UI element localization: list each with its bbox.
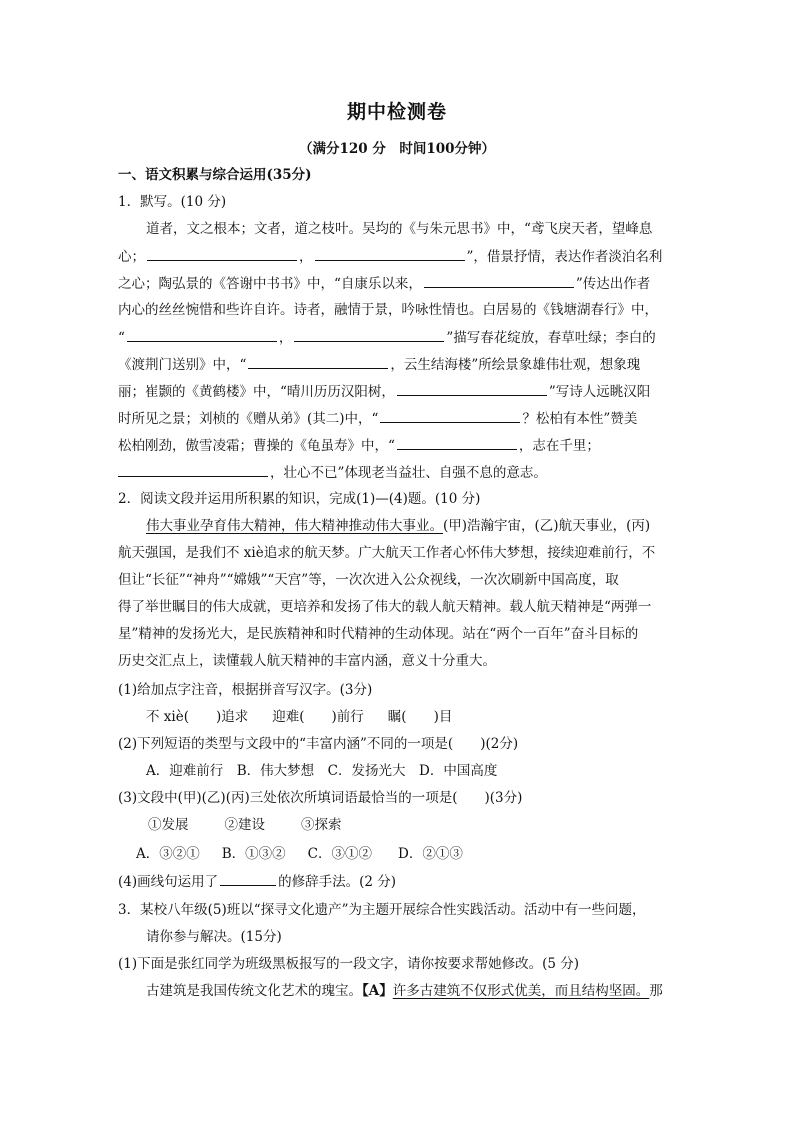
q2-passage-line: 星”精神的发扬光大，是民族精神和时代精神的生动体现。站在“两个一百年”奋斗目标的 [118, 626, 639, 642]
page-subtitle: （满分120 分 时间100分钟） [298, 141, 496, 157]
q3-passage-line: 古建筑是我国传统文化艺术的瑰宝。【A】许多古建筑不仅形式优美，而且结构坚固。那 [146, 983, 663, 999]
word-option: ②建设 [224, 817, 265, 833]
word-option: ③探索 [301, 817, 342, 833]
q2-passage-line: 伟大事业孕育伟大精神，伟大精神推动伟大事业。(甲)浩瀚宇宙，(乙)航天事业，(丙) [146, 518, 651, 534]
answer-blank[interactable] [127, 327, 277, 342]
answer-blank[interactable] [248, 354, 388, 369]
answer-blank[interactable] [380, 408, 520, 423]
q1-text-line: ，壮心不已”体现老当益壮、自强不息的意志。 [118, 462, 676, 483]
section-heading: 一、语文积累与综合运用(35分) [118, 167, 312, 183]
q2-sub3-options [136, 844, 676, 864]
choice-option: C．③①② [307, 846, 373, 862]
choice-option: B．①③② [221, 846, 286, 862]
answer-blank[interactable] [397, 435, 517, 450]
word-option: ①发展 [148, 817, 189, 833]
answer-blank[interactable] [397, 381, 547, 396]
answer-blank[interactable] [424, 273, 574, 288]
q2-passage-line: 航天强国，是我们不 xiè追求的航天梦。广大航天工作者心怀伟大梦想，接续迎难前行，不 [118, 545, 656, 561]
q2-sub2: (2)下列短语的类型与文段中的“丰富内涵”不同的一项是( )(2分) [118, 736, 519, 752]
q3-heading-cont: 请你参与解决。(15分) [146, 929, 282, 945]
q1-text-line: “ ， ”描写春花绽放，春草吐绿；李白的 [118, 327, 676, 348]
choice-option: D．②①③ [398, 846, 463, 862]
q3-sub1: (1)下面是张红同学为班级黑板报写的一段文字，请你按要求帮她修改。(5 分) [118, 956, 580, 972]
answer-blank[interactable] [147, 246, 297, 261]
q1-text-line: 《渡荆门送别》中，“ ，云生结海楼”所绘景象雄伟壮观，想象瑰 [118, 354, 676, 375]
q2-passage-line: 得了举世瞩目的伟大成就，更培养和发扬了伟大的载人航天精神。载人航天精神是“两弹一 [118, 599, 652, 615]
answer-blank[interactable] [220, 871, 276, 886]
q2-sub1-items [146, 707, 676, 727]
q1-text-line: 之心；陶弘景的《答谢中书书》中，“自康乐以来， ”传达出作者 [118, 273, 676, 294]
q2-sub3-words [148, 815, 676, 835]
q3-heading: 3．某校八年级(5)班以“探寻文化遗产”为主题开展综合性实践活动。活动中有一些问题， [118, 902, 646, 918]
answer-blank[interactable] [118, 462, 268, 477]
q2-sub1: (1)给加点字注音，根据拼音写汉字。(3分) [118, 682, 373, 698]
answer-blank[interactable] [315, 246, 465, 261]
marker-a: 【A】 [362, 983, 393, 999]
q2-sub2-options: A．迎难前行 B．伟大梦想 C．发扬光大 D．中国高度 [146, 763, 498, 779]
q1-text-line: 道者，文之根本；文者，道之枝叶。吴均的《与朱元思书》中，“鸢飞戾天者，望峰息 [146, 221, 653, 237]
q1-text-line: 丽；崔颢的《黄鹤楼》中，“晴川历历汉阳树， ”写诗人远眺汉阳 [118, 381, 676, 402]
answer-blank[interactable] [294, 327, 444, 342]
q2-heading: 2．阅读文段并运用所积累的知识，完成(1)—(4)题。(10 分) [118, 491, 481, 507]
underlined-sentence: 许多古建筑不仅形式优美，而且结构坚固。 [392, 983, 650, 999]
q2-sub3: (3)文段中(甲)(乙)(丙)三处依次所填词语最恰当的一项是( )(3分) [118, 790, 523, 806]
pinyin-item: 瞩( )目 [387, 709, 453, 725]
pinyin-item: 迎难( )前行 [272, 709, 364, 725]
q2-passage-line: 历史交汇点上，读懂载人航天精神的丰富内涵，意义十分重大。 [118, 653, 496, 669]
q2-passage-line: 但让“长征”“神舟”“嫦娥”“天宫”等，一次次进入公众视线，一次次刷新中国高度，取 [118, 572, 619, 588]
q2-sub4: (4)画线句运用了 的修辞手法。(2 分) [118, 871, 676, 892]
choice-option: A．③②① [136, 846, 200, 862]
q1-text-line: 松柏刚劲，傲雪凌霜；曹操的《龟虽寿》中，“ ，志在千里； [118, 435, 676, 456]
page-title: 期中检测卷 [346, 101, 447, 123]
q1-text-line: 心； ， ”，借景抒情，表达作者淡泊名利 [118, 246, 676, 267]
pinyin-item: 不 xiè( )追求 [146, 709, 249, 725]
q1-text-line: 内心的丝丝惋惜和些许自许。诗者，融情于景，吟咏性情也。白居易的《钱塘湖春行》中， [118, 302, 658, 318]
q1-heading: 1．默写。(10 分) [118, 194, 227, 210]
underlined-sentence: 伟大事业孕育伟大精神，伟大精神推动伟大事业。 [146, 518, 443, 534]
q1-text-line: 时所见之景；刘桢的《赠从弟》(其二)中，“ ？松柏有本性”赞美 [118, 408, 676, 429]
